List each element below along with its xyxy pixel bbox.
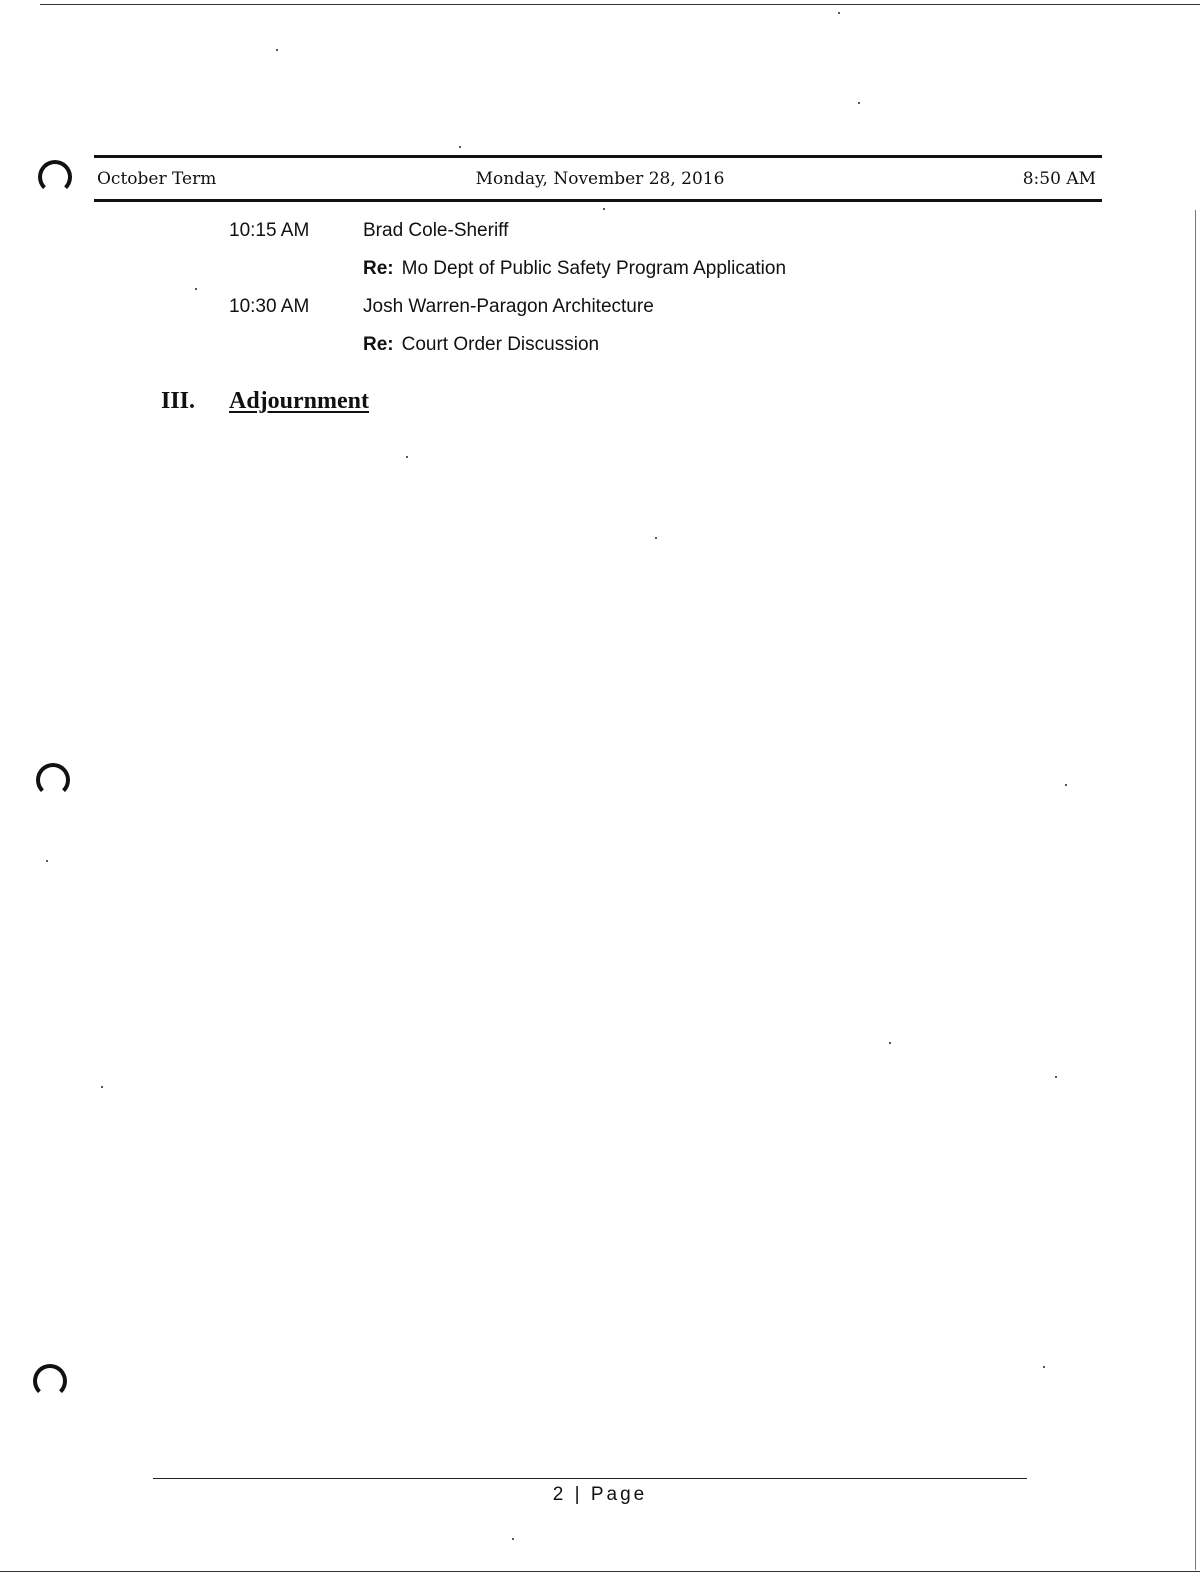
scan-speck [459, 146, 461, 148]
scan-edge-bottom [0, 1571, 1200, 1572]
header-rule-bottom [94, 199, 1102, 202]
re-text: Court Order Discussion [401, 334, 600, 355]
scan-speck [1065, 784, 1067, 786]
scan-speck [46, 860, 48, 862]
header-date: Monday, November 28, 2016 [475, 169, 725, 189]
page-label: Page [590, 1484, 648, 1505]
scan-speck [1043, 1366, 1045, 1368]
page-number: 2 [552, 1484, 567, 1505]
page-footer [500, 1484, 700, 1506]
scan-speck [838, 12, 840, 14]
punch-hole-icon [38, 160, 72, 194]
re-label: Re: [363, 258, 394, 279]
scan-speck [603, 208, 605, 210]
scan-edge-right [1195, 210, 1196, 1570]
punch-hole-icon [33, 1364, 67, 1398]
re-label: Re: [363, 334, 394, 355]
header-term: October Term [97, 169, 217, 189]
scan-speck [406, 456, 408, 458]
section-number: III. [161, 388, 196, 414]
agenda-item [229, 288, 786, 326]
section-heading [161, 388, 369, 415]
scan-speck [858, 102, 860, 104]
punch-hole-icon [36, 763, 70, 797]
agenda-subject [363, 334, 599, 356]
scan-speck [1055, 1076, 1057, 1078]
scan-speck [276, 49, 278, 51]
scan-speck [512, 1538, 514, 1540]
scan-speck [101, 1086, 103, 1088]
footer-separator: | [574, 1484, 583, 1505]
agenda-list [229, 212, 786, 364]
agenda-subject-row [229, 250, 786, 288]
agenda-name: Brad Cole-Sheriff [363, 220, 509, 241]
scan-edge-top [40, 4, 1200, 5]
scan-speck [655, 537, 657, 539]
scan-speck [195, 288, 197, 290]
agenda-time: 10:30 AM [229, 296, 310, 317]
agenda-time: 10:15 AM [229, 220, 310, 241]
agenda-subject-row [229, 326, 786, 364]
section-title: Adjournment [229, 388, 370, 414]
agenda-subject [363, 258, 786, 280]
agenda-name: Josh Warren-Paragon Architecture [363, 296, 654, 317]
header-rule-top [94, 155, 1102, 158]
footer-rule [153, 1478, 1027, 1479]
scan-speck [889, 1042, 891, 1044]
re-text: Mo Dept of Public Safety Program Application [401, 258, 787, 279]
agenda-item [229, 212, 786, 250]
header-time: 8:50 AM [1022, 169, 1096, 189]
